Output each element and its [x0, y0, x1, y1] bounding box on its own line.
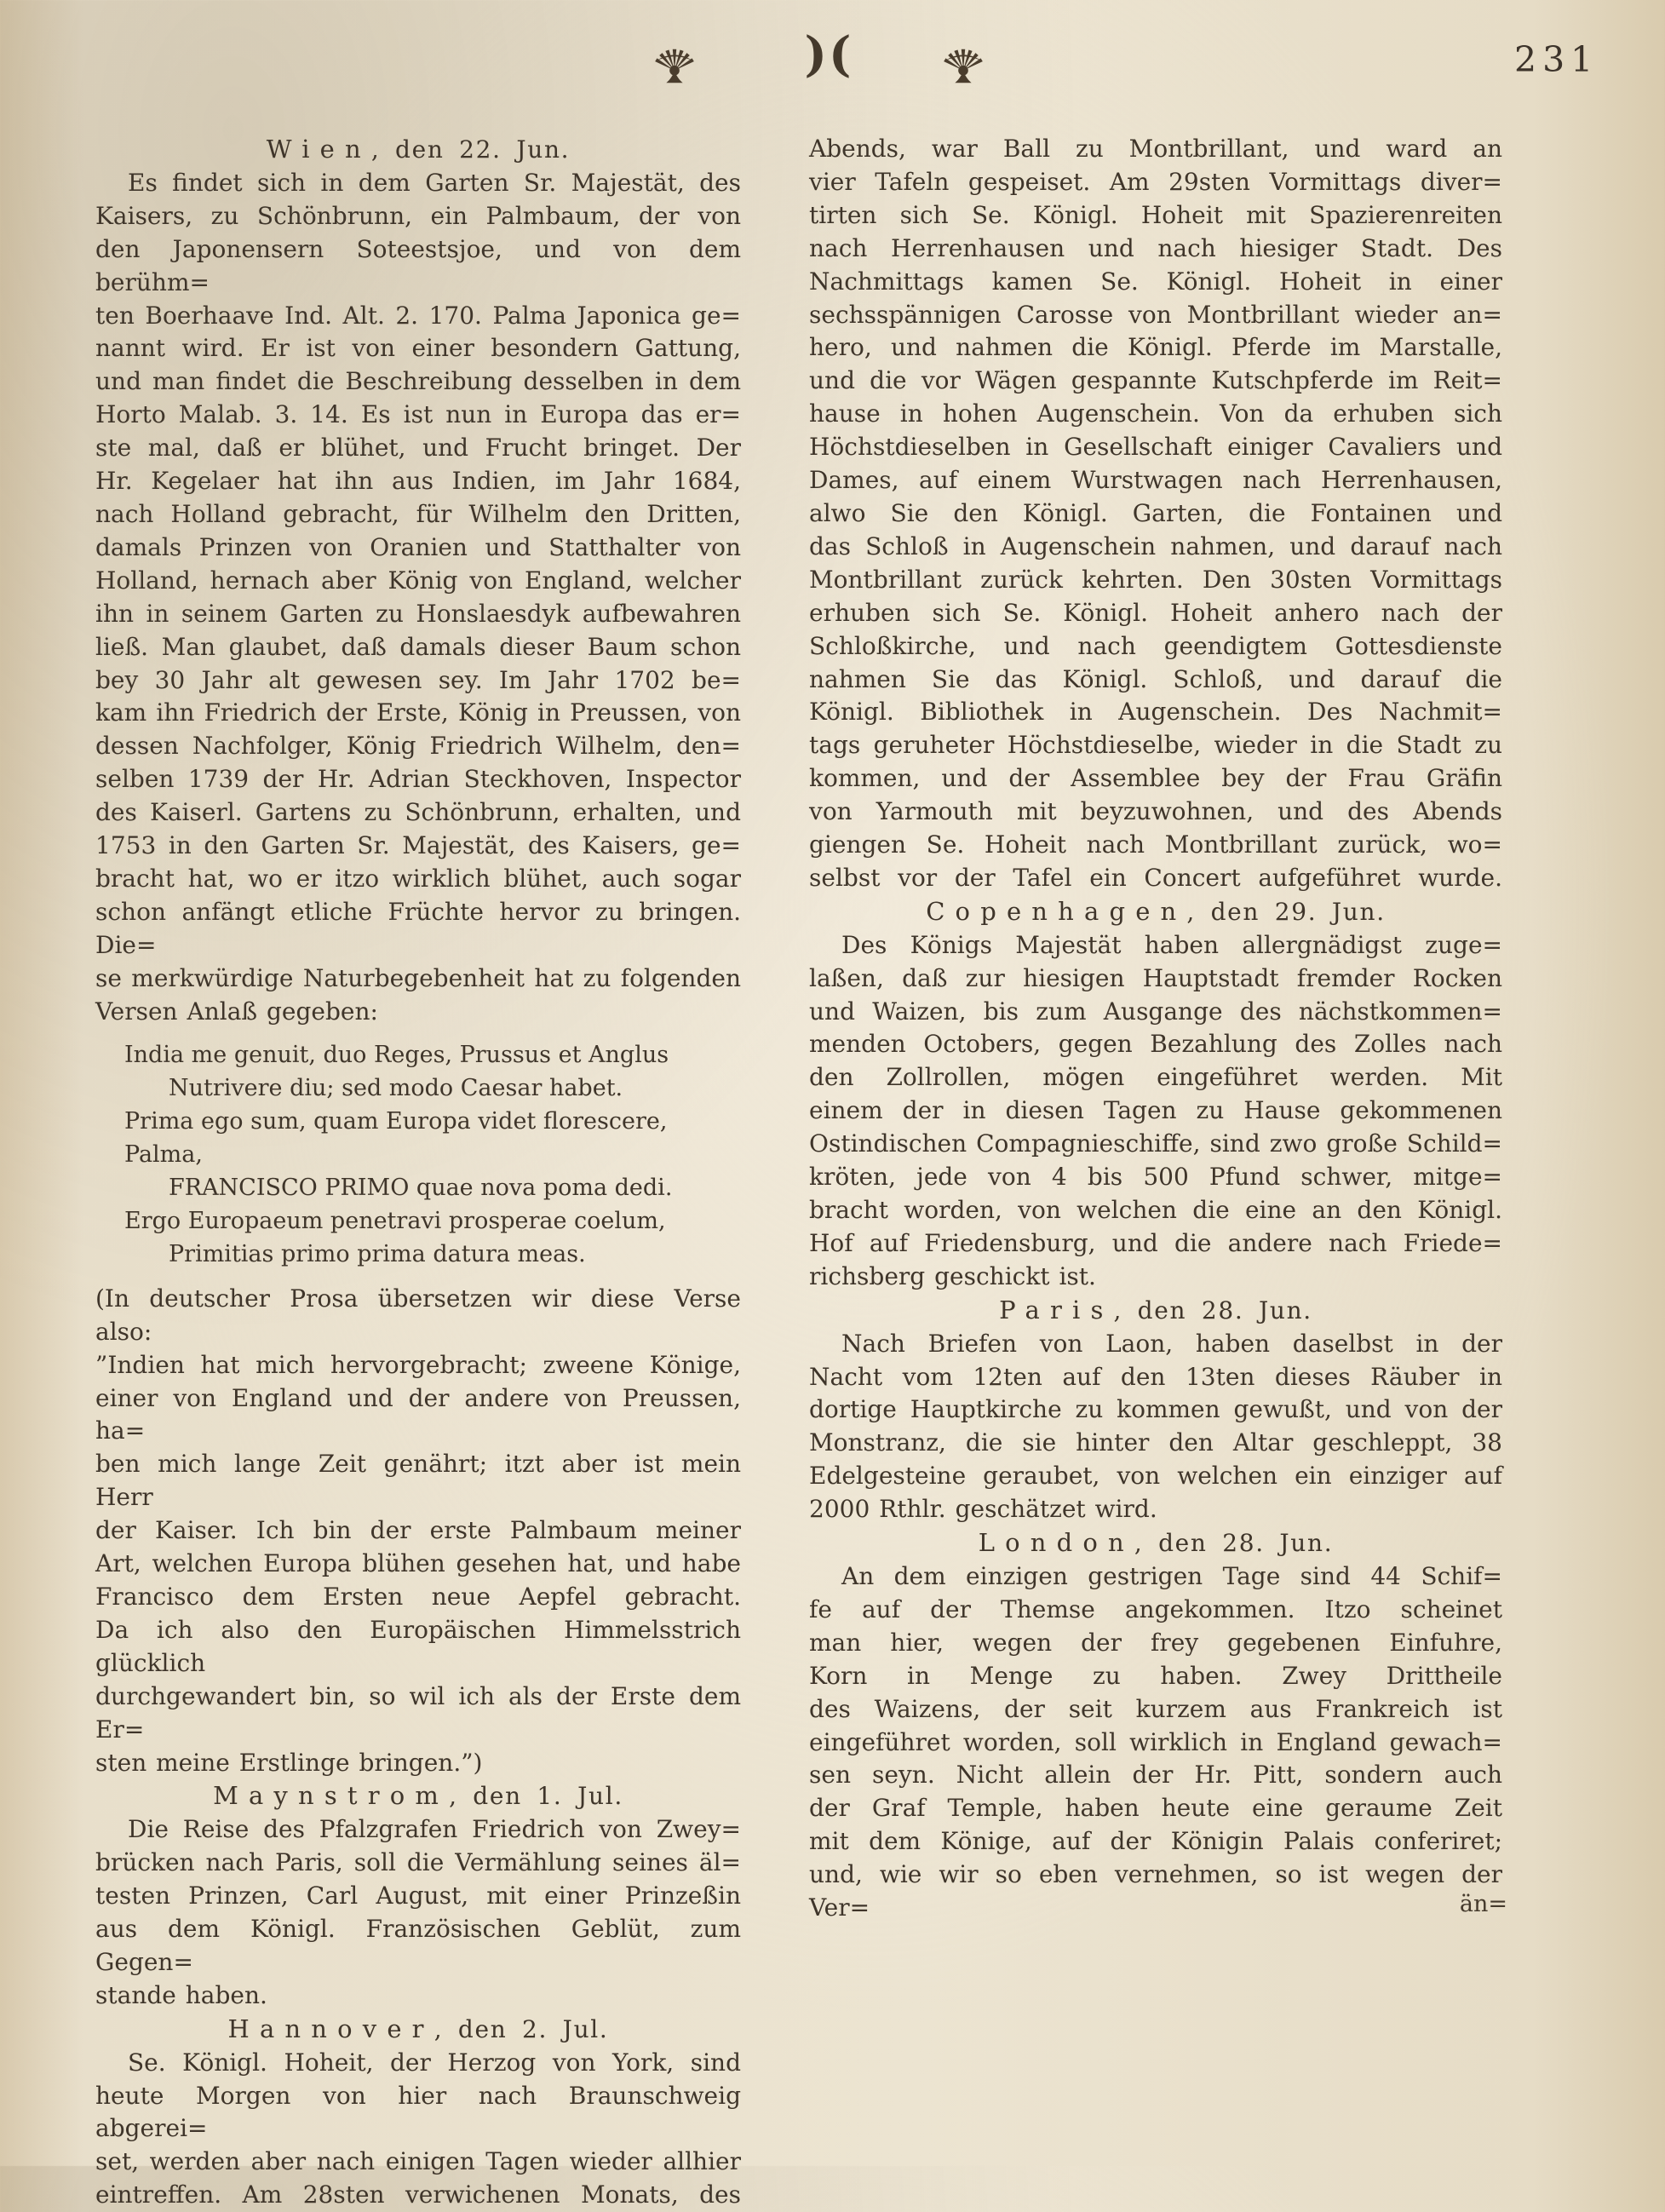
text-line: Se. Königl. Hoheit, der Herzog von York, sind — [128, 2048, 741, 2077]
dateline-place: Paris — [999, 1295, 1114, 1324]
verse-line: Prima ego sum, quam Europa videt florescere, Palma, — [124, 1108, 668, 1169]
dateline-heading — [95, 1779, 741, 1813]
text-line: und die vor Wägen gespannte Kutschpferde im Reit= — [809, 366, 1502, 395]
dateline-place: Maynstrom — [213, 1781, 450, 1811]
text-line: sen seyn. Nicht allein der Hr. Pitt, sondern auch — [809, 1761, 1502, 1790]
text-line: man hier, wegen der frey gegebenen Einfuhre, — [809, 1628, 1502, 1657]
text-line: des Kaiserl. Gartens zu Schönbrunn, erhalten, und — [95, 798, 741, 827]
dateline-heading — [809, 1294, 1502, 1328]
text-line: kröten, jede von 4 bis 500 Pfund schwer, mitge= — [809, 1163, 1502, 1192]
text-line: brücken nach Paris, soll die Vermählung seines äl= — [95, 1848, 741, 1877]
text-line: dortige Hauptkirche zu kommen gewußt, und von der — [809, 1395, 1502, 1424]
text-line: stande haben. — [95, 1980, 267, 2009]
text-line: Nach Briefen von Laon, haben daselbst in der — [841, 1329, 1502, 1358]
left-column — [95, 133, 741, 2212]
text-line: Edelgesteine geraubet, von welchen ein einziger auf — [809, 1462, 1502, 1491]
text-line: kam ihn Friedrich der Erste, König in Preussen, von — [95, 698, 741, 727]
dateline-date: , den 1. Jul. — [449, 1782, 623, 1811]
dateline-place: Copenhagen — [926, 896, 1187, 926]
text-line: Es findet sich in dem Garten Sr. Majestät, des — [128, 168, 741, 197]
text-line: hero, und nahmen die Königl. Pferde im Marstalle, — [809, 333, 1502, 362]
dateline-heading — [809, 1526, 1502, 1560]
dateline-heading — [809, 895, 1502, 929]
text-line: hause in hohen Augenschein. Von da erhuben sich — [809, 399, 1502, 428]
text-line: von Yarmouth mit beyzuwohnen, und des Abends — [809, 797, 1502, 826]
dateline-heading — [95, 133, 741, 167]
dateline-place: Wien — [266, 135, 371, 164]
catchword: än= — [1459, 1891, 1507, 1917]
text-line: Da ich also den Europäischen Himmelsstrich glücklich — [95, 1615, 741, 1677]
text-line: Horto Malab. 3. 14. Es ist nun in Europa das er= — [95, 400, 741, 429]
text-line: ben mich lange Zeit genährt; itzt aber ist mein Herr — [95, 1450, 741, 1512]
text-line: und Waizen, bis zum Ausgange des nächstkommen= — [809, 997, 1502, 1026]
text-line: das Schloß in Augenschein nahmen, und darauf nach — [809, 531, 1502, 560]
text-line: dessen Nachfolger, König Friedrich Wilhelm, den= — [95, 732, 741, 761]
text-line: bracht hat, wo er itzo wirklich blühet, auch sogar — [95, 864, 741, 893]
text-line: 2000 Rthlr. geschätzet wird. — [809, 1495, 1157, 1524]
page-number: 231 — [1514, 39, 1599, 80]
text-line: den Japonensern Soteestsjoe, und von dem berühm= — [95, 234, 741, 296]
text-line: Korn in Menge zu haben. Zwey Drittheile — [809, 1661, 1502, 1690]
right-column — [809, 133, 1502, 1925]
text-line: Holland, hernach aber König von England, welcher — [95, 566, 741, 595]
text-line: nach Holland gebracht, für Wilhelm den Dritten, — [95, 499, 741, 528]
text-line: An dem einzigen gestrigen Tage sind 44 Schif= — [841, 1561, 1502, 1590]
paragraph — [809, 1328, 1502, 1526]
dateline-date: , den 22. Jun. — [370, 135, 571, 164]
text-line: eingeführet worden, soll wirklich in England gewach= — [809, 1727, 1502, 1756]
text-line: bracht worden, von welchen die eine an den Königl. — [809, 1196, 1502, 1224]
text-line: einem der in diesen Tagen zu Hause gekommenen — [809, 1096, 1502, 1125]
text-line: erhuben sich Se. Königl. Hoheit anhero nach der — [809, 598, 1502, 627]
text-line: sechsspännigen Carosse von Montbrillant wieder an= — [809, 300, 1502, 329]
verse-line: Nutrivere diu; sed modo Caesar habet. — [169, 1075, 623, 1102]
dateline-place: London — [978, 1528, 1134, 1558]
text-line: den Zollrollen, mögen eingeführet werden. Mit — [809, 1063, 1502, 1092]
verse-line: Primitias primo prima datura meas. — [169, 1240, 586, 1267]
text-line: Die Reise des Pfalzgrafen Friedrich von Zwey= — [128, 1815, 741, 1844]
text-line: nach Herrenhausen und nach hiesiger Stadt. Des — [809, 233, 1502, 262]
paragraph — [809, 929, 1502, 1294]
text-line: giengen Se. Hoheit nach Montbrillant zurück, wo= — [809, 830, 1502, 859]
text-line: eintreffen. Am 28sten verwichenen Monats, des — [95, 2180, 741, 2209]
text-line: laßen, daß zur hiesigen Hauptstadt fremder Rocken — [809, 963, 1502, 992]
text-line: Abends, war Ball zu Montbrillant, und ward an — [809, 135, 1502, 163]
text-line: ten Boerhaave Ind. Alt. 2. 170. Palma Japonica ge= — [95, 301, 741, 330]
text-line: Höchstdieselben in Gesellschaft einiger Cavaliers und — [809, 433, 1502, 462]
printers-mark-icon: )( — [804, 26, 853, 83]
text-line: ließ. Man glaubet, daß damals dieser Baum schon — [95, 632, 741, 661]
text-line: Kaisers, zu Schönbrunn, ein Palmbaum, der von — [95, 201, 741, 230]
text-line: menden Octobers, gegen Bezahlung des Zolles nach — [809, 1030, 1502, 1059]
text-line: set, werden aber nach einigen Tagen wieder allhier — [95, 2147, 741, 2176]
text-line: Versen Anlaß gegeben: — [95, 997, 378, 1026]
text-line: Francisco dem Ersten neue Aepfel gebracht. — [95, 1582, 741, 1611]
text-line: Hof auf Friedensburg, und die andere nach Friede= — [809, 1228, 1502, 1257]
text-line: selben 1739 der Hr. Adrian Steckhoven, Inspector — [95, 765, 741, 794]
text-line: Art, welchen Europa blühen gesehen hat, und habe — [95, 1549, 741, 1578]
text-line: Hr. Kegelaer hat ihn aus Indien, im Jahr 1684, — [95, 467, 741, 496]
text-line: der Graf Temple, haben heute eine geraume Zeit — [809, 1794, 1502, 1823]
text-line: und, wie wir so eben vernehmen, so ist wegen der Ver= — [809, 1860, 1502, 1922]
paragraph — [809, 1560, 1502, 1925]
text-line: Monstranz, die sie hinter den Altar geschleppt, 38 — [809, 1428, 1502, 1457]
text-line: Montbrillant zurück kehrten. Den 30sten Vormittags — [809, 565, 1502, 594]
text-line: tirten sich Se. Königl. Hoheit mit Spazierenreiten — [809, 200, 1502, 229]
text-line: ste mal, daß er blühet, und Frucht bringet. Der — [95, 434, 741, 463]
paragraph — [95, 2047, 741, 2212]
text-line: 1753 in den Garten Sr. Majestät, des Kaisers, ge= — [95, 831, 741, 860]
text-line: Des Königs Majestät haben allergnädigst zuge= — [841, 930, 1502, 959]
verse-line: India me genuit, duo Reges, Prussus et Anglus — [124, 1042, 669, 1069]
text-line: heute Morgen von hier nach Braunschweig abgerei= — [95, 2081, 741, 2143]
text-line: Ostindischen Compagnieschiffe, sind zwo große Schild= — [809, 1129, 1502, 1158]
text-line: nannt wird. Er ist von einer besondern Gattung, — [95, 334, 741, 363]
text-line: alwo Sie den Königl. Garten, die Fontainen und — [809, 498, 1502, 527]
dateline-date: , den 28. Jun. — [1113, 1296, 1312, 1324]
shell-fleuron-icon — [939, 37, 988, 90]
text-line: nahmen Sie das Königl. Schloß, und darauf die — [809, 664, 1502, 693]
text-line: schon anfängt etliche Früchte hervor zu bringen. Die= — [95, 897, 741, 959]
text-line: selbst vor der Tafel ein Concert aufgeführet wurde. — [809, 863, 1502, 892]
paragraph — [95, 1813, 741, 2012]
text-line: mit dem Könige, auf der Königin Palais conferiret; — [809, 1827, 1502, 1856]
text-line: (In deutscher Prosa übersetzen wir diese Verse also: — [95, 1284, 741, 1346]
dateline-place: Hannover — [227, 2014, 434, 2043]
text-line: damals Prinzen von Oranien und Statthalter von — [95, 532, 741, 561]
shell-fleuron-icon — [650, 37, 699, 90]
text-line: Nacht vom 12ten auf den 13ten dieses Räuber in — [809, 1362, 1502, 1391]
verse-line: Ergo Europaeum penetravi prosperae coelum, — [124, 1208, 666, 1234]
text-line: tags geruheter Höchstdieselbe, wieder in die Stadt zu — [809, 731, 1502, 760]
text-line: einer von England und der andere von Preussen, ha= — [95, 1383, 741, 1445]
paragraph — [95, 1283, 741, 1780]
text-line: Dames, auf einem Wurstwagen nach Herrenhausen, — [809, 466, 1502, 495]
text-line: fe auf der Themse angekommen. Itzo scheinet — [809, 1594, 1502, 1623]
verse-line: FRANCISCO PRIMO quae nova poma dedi. — [169, 1175, 673, 1202]
text-line: bey 30 Jahr alt gewesen sey. Im Jahr 1702 be= — [95, 665, 741, 694]
text-line: vier Tafeln gespeiset. Am 29sten Vormittags diver= — [809, 167, 1502, 196]
text-line: ”Indien hat mich hervorgebracht; zweene Könige, — [95, 1350, 741, 1379]
paragraph — [95, 167, 741, 1029]
paragraph — [809, 133, 1502, 895]
text-line: des Waizens, der seit kurzem aus Frankreich ist — [809, 1694, 1502, 1723]
dateline-date: , den 28. Jun. — [1134, 1529, 1334, 1558]
text-line: testen Prinzen, Carl August, mit einer Prinzeßin — [95, 1882, 741, 1910]
dateline-date: , den 29. Jun. — [1186, 897, 1386, 926]
text-line: se merkwürdige Naturbegebenheit hat zu folgenden — [95, 963, 741, 992]
text-line: aus dem Königl. Französischen Geblüt, zum Gegen= — [95, 1915, 741, 1976]
text-line: der Kaiser. Ich bin der erste Palmbaum meiner — [95, 1516, 741, 1545]
latin-verse — [95, 1039, 741, 1271]
text-line: ihn in seinem Garten zu Honslaesdyk aufbewahren — [95, 599, 741, 628]
dateline-date: , den 2. Jul. — [433, 2014, 609, 2043]
text-line: und man findet die Beschreibung desselben in dem — [95, 367, 741, 396]
text-line: sten meine Erstlinge bringen.”) — [95, 1748, 483, 1777]
text-line: Königl. Bibliothek in Augenschein. Des Nachmit= — [809, 698, 1502, 727]
text-line: Nachmittags kamen Se. Königl. Hoheit in einer — [809, 267, 1502, 296]
text-line: durchgewandert bin, so wil ich als der Erste dem Er= — [95, 1681, 741, 1744]
text-line: kommen, und der Assemblee bey der Frau Gräfin — [809, 764, 1502, 793]
text-line: Schloßkirche, und nach geendigtem Gottesdienste — [809, 631, 1502, 660]
text-line: richsberg geschickt ist. — [809, 1261, 1096, 1290]
dateline-heading — [95, 2013, 741, 2047]
